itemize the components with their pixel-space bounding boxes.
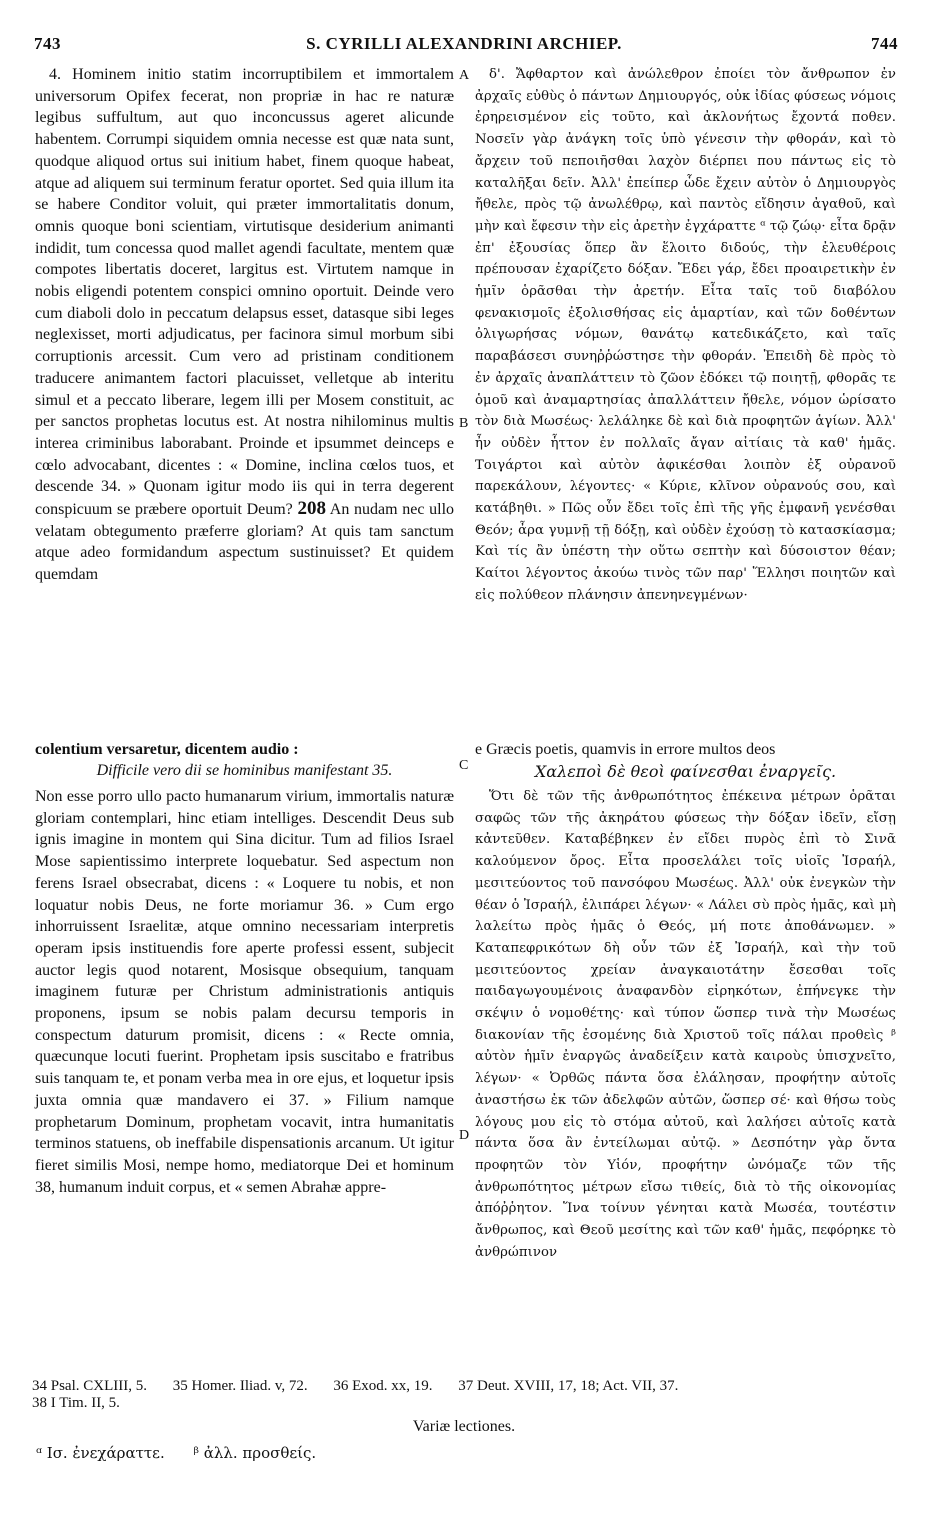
variant-reading: ᵅ Ισ. ἐνεχάραττε. — [36, 1444, 165, 1462]
greek-homer-quote: Χαλεποὶ δὲ θεοὶ φαίνεσθαι ἐναργεῖς. — [534, 762, 837, 781]
page-number-right: 744 — [871, 34, 898, 53]
footnotes — [32, 1378, 902, 1412]
greek-column-top — [475, 64, 896, 607]
margin-letter-d: D — [459, 1128, 470, 1143]
footnote-item: 34 Psal. CXLIII, 5. — [32, 1378, 147, 1394]
latin-paragraph-top: 4. Hominem initio statim incorruptibilem et immortalem universorum Opifex fecerat, non propriæ in hac re naturæ legibus suffultum, aut quo inconcussus ageret alicunde habentem. Corrumpi siquidem omnia necesse est quæ nata sunt, quodque aliquod ortus sui initium habet, finem quoque habeat, atque ad aliquem sui terminum feratur oportet. Sed quia illum ita se habere Conditor voluit, qui præter immortalitatis donum, omnis quoque boni scientiam, virtutisque desiderium animanti indidit, tum concessa quod mallet agendi facultate, mentem quæ compotes libertatis doceret, largitus est. Virtutem namque in nobis eligendi potentem conspici omnino oportuit. Deinde vero cum diaboli dolo in peccatum delapsus esset, datasque sibi leges neglexisset, morti adjudicatus, per facinora simul morbum sibi corruptionis arcessit. Cum vero ad pristinam conditionem traducere animantem factori placuisset, velletque ab interitu simul et a peccato liberare, legem illi per Mosem constituit, ac per sanctos prophetas locutus est. At nostra nihilominus multis interea criminibus laborabant. Proinde et ipsummet deinceps e cœlo advocabant, dicentes : « Domine, inclina cœlos tuos, et descende 34. » Quonam igitur modo iis qui in terra degerent conspicuum se præbere oportuit Deum? — [35, 66, 454, 519]
variae-lectiones-list — [36, 1444, 340, 1462]
footnote-line-1 — [32, 1378, 902, 1395]
footnote-item: 37 Deut. XVIII, 17, 18; Act. VII, 37. — [458, 1378, 679, 1394]
latin-paragraph-top-end: An nudam nec ullo velatam obtegumento præferre gloriam? At quis tam sanctum atque adeo formidandum aspectum sustinuisset? Et quidem quemdam — [35, 501, 455, 584]
footnote-item: 38 I Tim. II, 5. — [32, 1395, 120, 1411]
footnote-item: 36 Exod. xx, 19. — [333, 1378, 433, 1394]
greek-column-bottom — [475, 786, 896, 1263]
variae-lectiones-heading: Variæ lectiones. — [412, 1418, 516, 1435]
page-header — [0, 34, 928, 60]
greek-paragraph-top: δ'. Ἄφθαρτον καὶ ἀνώλεθρον ἐποίει τὸν ἄνθρωπον ἐν ἀρχαῖς εὐθὺς ὁ πάντων Δημιουργός, οὐκ ἰδίας φύσεως νόμοις ἐρηρεισμένον εἰς τοῦτο, καὶ ἀκλονήτως ἔχοντά ποθεν. Νοσεῖν γὰρ ἀνάγκη τοῖς ὑπὸ γένεσιν τὴν φθοράν, καὶ τὸ ἄρχειν τοῦ πεποιῆσθαι λαχὸν διέρπει που πάντως εἰς τὸ καταλῆξαι δεῖν. Ἀλλ' ἐπείπερ ὧδε ἔχειν αὐτὸν ὁ Δημιουργὸς ἤθελε, πρὸς τῷ ἀνωλέθρῳ, καὶ παντὸς εἴδησιν ἀγαθοῦ, καὶ μὴν καὶ ἔφεσιν τὴν εἰς ἀρετὴν ἐγχάραττε ᵅ τῷ ζώῳ· εἶτα δρᾷν ἐπ' ἐξουσίας ὅπερ ἂν ἕλοιτο διδούς, τὴν ἐλευθέροις πρέπουσαν ἐχαρίζετο δόξαν. Ἔδει γάρ, ἔδει προαιρετικὴν ἐν ἡμῖν ὁρᾶσθαι τὴν ἀρετήν. Εἶτα ταῖς τοῦ διαβόλου φενακισμοῖς ἐξολισθήσας εἰς ἁμαρτίαν, καὶ τῶν δοθέντων ὀλιγωρήσας νόμων, θανάτῳ κατεδικάζετο, καὶ ταῖς παραβάσεσι συνηῤῥώστησε τὴν φθοράν. Ἐπειδὴ δὲ πρὸς τὸ ἐν ἀρχαῖς ἀναπλάττειν τὸ ζῶον ἐδόκει τῷ ποιητῇ, φθορᾶς τε ὁμοῦ καὶ ἀναμαρτησίας ἀπαλλάττειν ἤθελε, νόμον ὡρίσατο τὸν διὰ Μωσέως· λελάληκε δὲ καὶ διὰ προφητῶν ἁγίων. Ἀλλ' ἦν οὐδὲν ἧττον ἐν πολλαῖς ἄγαν αἰτίαις τὰ καθ' ἡμᾶς. Τοιγάρτοι καὶ αὐτὸν ἀφικέσθαι λοιπὸν ἐξ οὐρανοῦ παρεκάλουν, λέγοντες· « Κύριε, κλῖνον οὐρανούς σου, καὶ κατάβηθι. » Πῶς οὖν ἔδει τοῖς ἐπὶ τῆς γῆς ἐμφανῆ γενέσθαι Θεόν; ἆρα γυμνῇ τῇ δόξῃ, καὶ οὐδὲν ἐχούσῃ τὸ κατασκίασμα; Καὶ τίς ἂν ὑπέστη τὴν οὕτω σεπτὴν καὶ δύσοιστον θέαν; Καίτοι λέγοντος ἀκούω τινὸς τῶν παρ' Ἕλλησι ποιητῶν καὶ εἰς πολύθεον πλάνησιν ἀπενηνεγμένων· — [475, 67, 896, 603]
margin-letter-c: C — [459, 758, 469, 773]
footnote-item: 35 Homer. Iliad. v, 72. — [172, 1378, 308, 1394]
latin-column-top — [35, 64, 454, 586]
latin-paragraph-bottom: Non esse porro ullo pacto humanarum virium, immortalis naturæ gloriam contemplari, hinc etiam intelliges. Descendit Deus sub ignis imagine in montem qui Sina dicitur. Tum ad filios Israel Mose sapientissimo interprete loquebatur. Sed aspectum non ferens Israel obsecrabat, dicens : « Loquere tu nobis, et non loquatur nobis Deus, ne forte moriamur 36. » Cum ergo inhorruissent Israelitæ, atque omnino necessariam interpretis operam ipsis instituendis fore aperte professi essent, subjecit auctor legis quod notarent, Mosisque obsequium, tanquam imaginem futuræ per Christum administrationis antiquis proponens, ipsum se nobis palam decursu temporis in conspectum daturum promisit, dicens : « Recte omnia, quæcunque locuti fuerint. Prophetam ipsis suscitabo e fratribus suis tanquam te, et ponam verba mea in ore ejus, et loquetur ipsis juxta omnia quæ mandavero ei 37. » Filium namque prophetarum Dominum, prophetam vocavit, intra humanitatis terminos statuens, ob ineffabile dispensationis arcanum. Ut igitur fieret similis Mosi, nempe homo, mediatorque Dei et hominum 38, humanum induit corpus, et « semen Abrahæ appre- — [35, 788, 454, 1196]
page-number-left: 743 — [34, 34, 61, 53]
margin-letter-b: B — [459, 416, 469, 431]
latin-bridge-line — [35, 741, 475, 759]
latin-bridge-text: colentium versaretur, dicentem audio : — [35, 741, 299, 758]
patrologia-page-number: 208 — [297, 498, 326, 520]
footnote-line-2 — [32, 1395, 902, 1412]
greek-paragraph-bottom: Ὅτι δὲ τῶν τῆς ἀνθρωπότητος ἐπέκεινα μέτρων ὁρᾶται σαφῶς τῶν τῆς ἀκηράτου φύσεως τὴν δόξαν ἰδεῖν, εἴσῃ κἀντεῦθεν. Καταβέβηκεν ἐν εἴδει πυρὸς ἐπὶ τὸ Σινᾶ καλούμενον ὄρος. Εἶτα προσελάλει τοῖς υἱοῖς Ἰσραήλ, μεσιτεύοντος τοῦ πανσόφου Μωσέως. Ἀλλ' οὐκ ἐνεγκὼν τὴν θέαν ὁ Ἰσραήλ, ἐλιπάρει λέγων· « Λάλει σὺ πρὸς ἡμᾶς, καὶ μὴ λαλείτω πρὸς ἡμᾶς ὁ Θεός, μή ποτε ἀποθάνωμεν. » Καταπεφρικότων δὴ οὖν τῶν ἐξ Ἰσραήλ, καὶ τὴν τοῦ μεσιτεύοντος χρείαν ἀναγκαιοτάτην ἔσεσθαι τοῖς παιδαγωγουμένοις ἀναφανδὸν εἰρηκότων, ἐπήνεγκε τὴν σκέψιν ὁ νομοθέτης· καὶ τύπον ὥσπερ τινὰ τὴν Μωσέως διακονίαν τῆς ἐσομένης διὰ Χριστοῦ τοῖς πάλαι προθεὶς ᵝ αὐτὸν ἡμῖν ἐναργῶς ἀναδείξειν κατὰ καιροὺς ὑπισχνεῖτο, λέγων· « Ὀρθῶς πάντα ὅσα ἐλάλησαν, προφήτην αὐτοῖς ἀναστήσω ἐκ τῶν ἀδελφῶν αὐτῶν, ὥσπερ σέ· καὶ θήσω τοὺς λόγους μου εἰς τὸ στόμα αὐτοῦ, καὶ λαλήσει αὐτοῖς κατὰ πάντα ὅσα ἂν ἐντείλωμαι αὐτῷ. » Δεσπότην γὰρ ὄντα προφητῶν τὸν Υἱόν, προφήτην ὠνόμαζε τῶν τῆς ἀνθρωπότητος μέτρων εἴσω τιθείς, διὰ τὸ τῆς οἰκονομίας ἀπόῤῥητον. Ἵνα τοίνυν γένηται κατὰ Μωσέα, τουτέστιν ἄνθρωπος, καὶ Θεοῦ μεσίτης καὶ τῶν καθ' ἡμᾶς, πεφόρηκε τὸ ἀνθρώπινον — [475, 789, 896, 1260]
latin-homer-quote: Difficile vero dii se hominibus manifestant 35. — [96, 762, 393, 779]
running-title: S. CYRILLI ALEXANDRINI ARCHIEP. — [306, 34, 622, 53]
shared-bridge-line: e Græcis poetis, quamvis in errore multos deos — [475, 741, 776, 758]
latin-column-bottom — [35, 786, 454, 1198]
margin-letter-a: A — [459, 68, 470, 83]
variant-reading: ᵝ ἀλλ. προσθείς. — [193, 1444, 317, 1462]
